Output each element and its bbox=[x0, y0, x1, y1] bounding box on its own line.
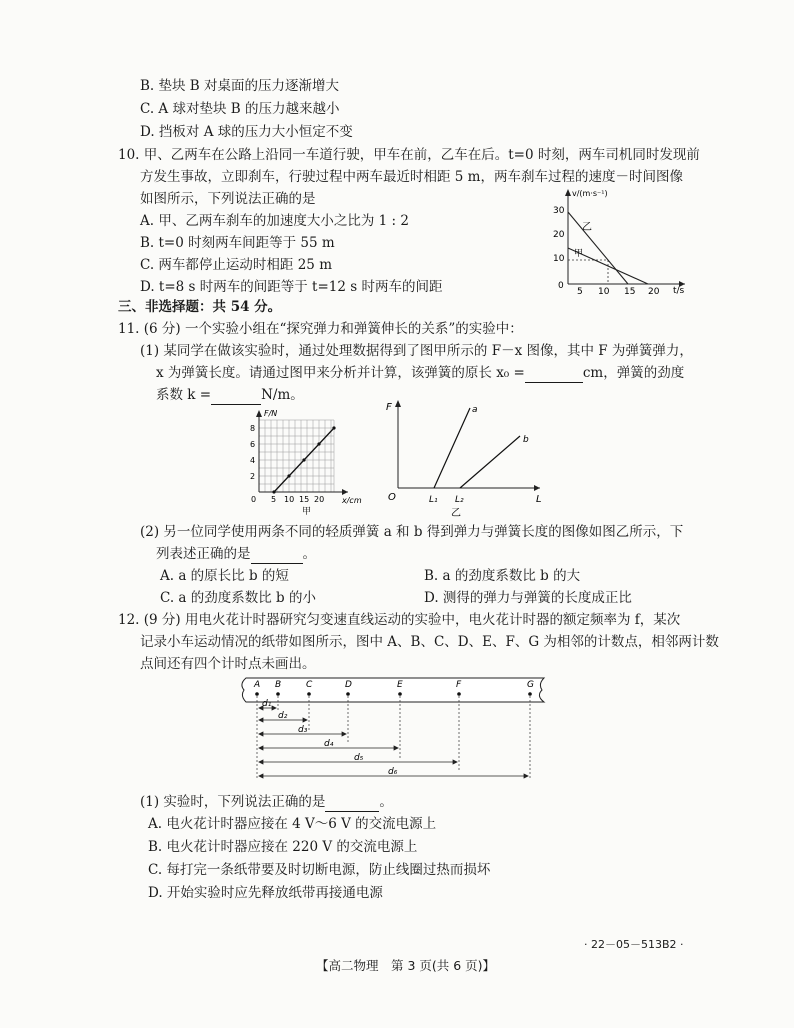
q10-line1: 10. 甲、乙两车在公路上沿同一车道行驶，甲车在前，乙车在后。t=0 时刻，两车司机同时发现前 bbox=[118, 147, 700, 163]
q10-option-a: A. 甲、乙两车刹车的加速度大小之比为 1 : 2 bbox=[140, 213, 409, 229]
q11-p1-line3-pre: 系数 k = bbox=[156, 387, 212, 403]
q11-graph-yi bbox=[380, 396, 552, 518]
q10-option-c: C. 两车都停止运动时相距 25 m bbox=[140, 257, 332, 273]
q10-xtick-15: 15 bbox=[624, 287, 636, 296]
tape-label-e: E bbox=[397, 680, 403, 690]
q10-xlabel: t/s bbox=[673, 286, 685, 296]
tape-label-g: G bbox=[527, 680, 534, 690]
jia-ytick-8: 8 bbox=[250, 424, 256, 433]
q11-option-d: D. 测得的弹力与弹簧的长度成正比 bbox=[424, 590, 632, 606]
q10-xtick-5: 5 bbox=[577, 287, 583, 296]
option-d-top: D. 挡板对 A 球的压力大小恒定不变 bbox=[140, 124, 353, 140]
tape-label-d: D bbox=[345, 680, 352, 690]
q10-option-d: D. t=8 s 时两车的间距等于 t=12 s 时两车的间距 bbox=[140, 279, 443, 295]
q12-line3: 点间还有四个计时点未画出。 bbox=[140, 656, 316, 672]
yi-origin: O bbox=[388, 492, 396, 503]
jia-origin: 0 bbox=[251, 495, 257, 504]
exam-code: · 22－05－513B2 · bbox=[584, 938, 684, 951]
q11-p2-line2-pre: 列表述正确的是 bbox=[156, 546, 251, 562]
q12-option-a: A. 电火花计时器应接在 4 V～6 V 的交流电源上 bbox=[148, 816, 437, 832]
page-footer: 【高二物理 第 3 页(共 6 页)】 bbox=[316, 958, 496, 973]
q11-p1-line3-post: N/m。 bbox=[261, 387, 304, 403]
jia-xtick-5: 5 bbox=[271, 495, 277, 504]
yi-line-b bbox=[460, 436, 520, 488]
q11-title: 11. (6 分) 一个实验小组在“探究弹力和弹簧伸长的关系”的实验中： bbox=[118, 321, 523, 337]
jia-xtick-15: 15 bbox=[299, 495, 310, 504]
q10-series-yi-line bbox=[568, 212, 628, 284]
yi-xlabel: L bbox=[536, 494, 542, 505]
q12-option-b: B. 电火花计时器应接在 220 V 的交流电源上 bbox=[148, 839, 418, 855]
q11-p2-line2-post: 。 bbox=[302, 546, 316, 562]
yi-label-a: a bbox=[472, 405, 478, 415]
q10-label-jia: 甲 bbox=[574, 249, 584, 259]
q11-p2-line1: (2) 另一位同学使用两条不同的轻质弹簧 a 和 b 得到弹力与弹簧长度的图像如图乙所示，下 bbox=[140, 524, 684, 540]
q11-p1-line2 bbox=[156, 363, 684, 383]
jia-xlabel: x/cm bbox=[342, 496, 362, 505]
yi-l1: L₁ bbox=[429, 495, 438, 505]
q12-sub1-post: 。 bbox=[379, 794, 393, 810]
q12-option-d: D. 开始实验时应先释放纸带再接通电源 bbox=[148, 885, 383, 901]
q10-ytick-20: 20 bbox=[553, 230, 565, 240]
jia-xtick-10: 10 bbox=[284, 495, 295, 504]
tape-dist-d5: d₅ bbox=[354, 753, 364, 763]
q12-line1: 12. (9 分) 用电火花计时器研究匀变速直线运动的实验中，电火花计时器的额定频率为 f，某次 bbox=[118, 612, 681, 628]
tape-dist-d6: d₆ bbox=[388, 767, 398, 777]
q11-graph-jia bbox=[244, 406, 372, 516]
tape-label-c: C bbox=[306, 680, 313, 690]
q10-label-yi: 乙 bbox=[582, 222, 592, 233]
yi-l2: L₂ bbox=[455, 495, 464, 505]
q12-sub1 bbox=[140, 792, 393, 812]
jia-ylabel: F/N bbox=[264, 409, 278, 418]
answer-blank-k[interactable] bbox=[211, 390, 261, 405]
q10-vt-graph bbox=[540, 186, 690, 296]
tape-dist-d4: d₄ bbox=[324, 739, 334, 749]
q11-option-b: B. a 的劲度系数比 b 的大 bbox=[424, 568, 581, 584]
tape-label-b: B bbox=[275, 680, 282, 690]
q11-option-a: A. a 的原长比 b 的短 bbox=[160, 568, 289, 584]
q10-line3: 如图所示，下列说法正确的是 bbox=[140, 191, 316, 207]
q10-ylabel: v/(m·s⁻¹) bbox=[572, 189, 608, 198]
q10-xtick-10: 10 bbox=[598, 287, 610, 296]
jia-ytick-4: 4 bbox=[250, 456, 256, 465]
yi-label-b: b bbox=[523, 435, 529, 445]
q10-origin: 0 bbox=[558, 281, 564, 291]
q12-paper-tape bbox=[238, 672, 554, 788]
yi-line-a bbox=[434, 408, 470, 488]
option-b-top: B. 垫块 B 对桌面的压力逐渐增大 bbox=[140, 78, 340, 94]
q11-p2-line2 bbox=[156, 544, 316, 564]
tape-dist-d1: d₁ bbox=[262, 699, 272, 709]
q11-p1-line2-pre: x 为弹簧长度。请通过图甲来分析并计算，该弹簧的原长 x₀ = bbox=[156, 365, 525, 381]
jia-xtick-20: 20 bbox=[314, 495, 325, 504]
yi-caption: 乙 bbox=[451, 508, 461, 518]
q10-ytick-30: 30 bbox=[553, 206, 565, 216]
tape-label-a: A bbox=[254, 680, 261, 690]
q12-option-c: C. 每打完一条纸带要及时切断电源，防止线圈过热而损坏 bbox=[148, 862, 491, 878]
answer-blank-q11-2[interactable] bbox=[251, 549, 303, 564]
option-c-top: C. A 球对垫块 B 的压力越来越小 bbox=[140, 101, 340, 117]
q11-p1-line3 bbox=[156, 385, 304, 405]
tape-dist-d2: d₂ bbox=[278, 711, 288, 721]
q10-option-b: B. t=0 时刻两车间距等于 55 m bbox=[140, 235, 335, 251]
jia-ytick-6: 6 bbox=[250, 440, 256, 449]
answer-blank-q12-1[interactable] bbox=[325, 797, 379, 812]
jia-caption: 甲 bbox=[302, 507, 312, 516]
jia-ytick-2: 2 bbox=[250, 472, 256, 481]
tape-label-f: F bbox=[456, 680, 462, 690]
q10-line2: 方发生事故，立即刹车，行驶过程中两车最近时相距 5 m，两车刹车过程的速度－时间图像 bbox=[140, 169, 683, 185]
q10-xtick-20: 20 bbox=[648, 287, 660, 296]
q11-option-c: C. a 的劲度系数比 b 的小 bbox=[160, 590, 316, 606]
answer-blank-x0[interactable] bbox=[525, 368, 583, 383]
section-3-heading: 三、非选择题：共 54 分。 bbox=[118, 299, 282, 315]
yi-ylabel: F bbox=[386, 402, 392, 413]
q12-line2: 记录小车运动情况的纸带如图所示，图中 A、B、C、D、E、F、G 为相邻的计数点，相邻两计数 bbox=[140, 634, 719, 650]
q10-ytick-10: 10 bbox=[553, 254, 565, 264]
tape-dist-d3: d₃ bbox=[298, 725, 308, 735]
q12-sub1-pre: (1) 实验时，下列说法正确的是 bbox=[140, 794, 326, 810]
q11-p1-line1: (1) 某同学在做该实验时，通过处理数据得到了图甲所示的 F－x 图像，其中 F 为弹簧弹力， bbox=[140, 343, 693, 359]
q11-p1-line2-post: cm，弹簧的劲度 bbox=[582, 365, 685, 381]
